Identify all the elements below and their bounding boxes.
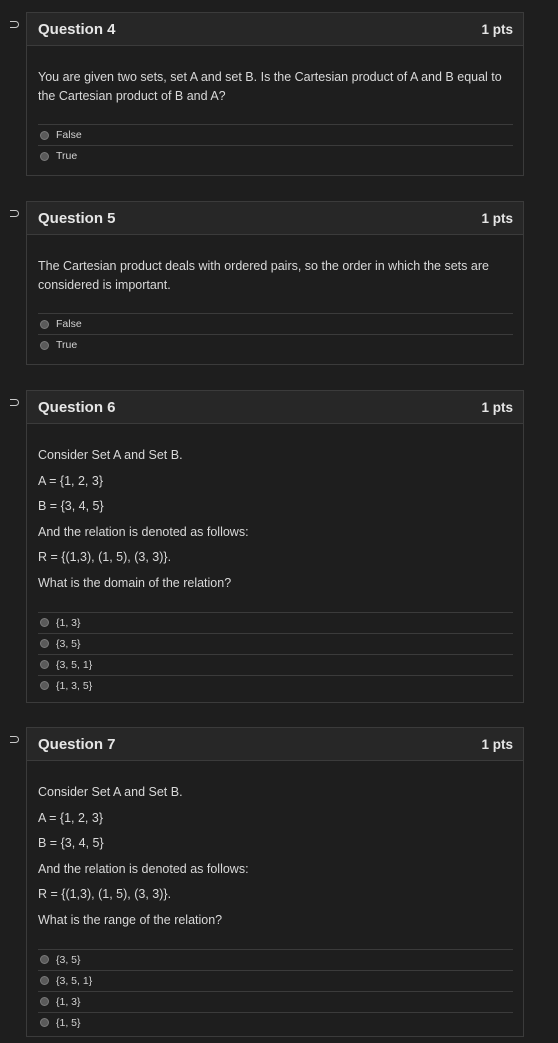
question-line: B = {3, 4, 5} (38, 836, 104, 850)
answer-option[interactable] (38, 1013, 513, 1033)
answer-label: {1, 3, 5} (56, 679, 93, 692)
radio-icon[interactable] (40, 320, 49, 329)
question-title: Question 5 (38, 209, 116, 227)
radio-icon[interactable] (40, 660, 49, 669)
question-6 (26, 390, 524, 703)
question-line: And the relation is denoted as follows: (38, 524, 249, 539)
answer-list (38, 612, 513, 696)
question-header (27, 728, 523, 761)
question-line: What is the domain of the relation? (38, 575, 232, 590)
answer-option[interactable] (38, 125, 513, 146)
answer-label: {3, 5, 1} (56, 658, 93, 671)
question-points: 1 pts (481, 399, 513, 415)
question-line: Consider Set A and Set B. (38, 448, 183, 462)
question-line: R = {(1,3), (1, 5), (3, 3)}. (38, 887, 172, 901)
question-line: What is the range of the relation? (38, 912, 223, 927)
answer-label: {3, 5} (56, 953, 81, 966)
question-line: Consider Set A and Set B. (38, 785, 183, 799)
question-line: B = {3, 4, 5} (38, 499, 104, 513)
radio-icon[interactable] (40, 152, 49, 161)
answer-label: {1, 3} (56, 995, 81, 1008)
question-text: The Cartesian product deals with ordered pairs, so the order in which the sets are considered is important. (38, 259, 489, 292)
radio-icon[interactable] (40, 618, 49, 627)
radio-icon[interactable] (40, 976, 49, 985)
question-header (27, 391, 523, 424)
question-line: R = {(1,3), (1, 5), (3, 3)}. (38, 550, 172, 564)
answer-option[interactable] (38, 992, 513, 1013)
answer-option[interactable] (38, 971, 513, 992)
answer-label: {1, 3} (56, 616, 81, 629)
answer-option[interactable] (38, 314, 513, 335)
answer-label: False (56, 318, 82, 330)
answer-option[interactable] (38, 335, 513, 355)
bookmark-icon[interactable] (10, 399, 19, 406)
answer-label: False (56, 129, 82, 141)
answer-option[interactable] (38, 634, 513, 655)
answer-label: {3, 5, 1} (56, 974, 93, 987)
radio-icon[interactable] (40, 1018, 49, 1027)
question-5 (26, 201, 524, 365)
question-7 (26, 727, 524, 1037)
question-points: 1 pts (481, 736, 513, 752)
question-line: And the relation is denoted as follows: (38, 861, 249, 876)
answer-option[interactable] (38, 655, 513, 676)
question-points: 1 pts (481, 21, 513, 37)
question-title: Question 7 (38, 735, 116, 753)
answer-label: {1, 5} (56, 1016, 81, 1029)
question-title: Question 4 (38, 20, 116, 38)
answer-option[interactable] (38, 950, 513, 971)
bookmark-icon[interactable] (10, 736, 19, 743)
answer-option[interactable] (38, 676, 513, 696)
answer-label: True (56, 150, 78, 162)
question-points: 1 pts (481, 210, 513, 226)
answer-option[interactable] (38, 613, 513, 634)
radio-icon[interactable] (40, 639, 49, 648)
radio-icon[interactable] (40, 131, 49, 140)
answer-list (38, 949, 513, 1033)
question-4 (26, 12, 524, 176)
answer-list (38, 313, 513, 355)
radio-icon[interactable] (40, 681, 49, 690)
answer-label: {3, 5} (56, 637, 81, 650)
question-header (27, 13, 523, 46)
radio-icon[interactable] (40, 955, 49, 964)
question-title: Question 6 (38, 398, 116, 416)
question-line: A = {1, 2, 3} (38, 473, 103, 488)
answer-list (38, 124, 513, 166)
answer-label: True (56, 339, 78, 351)
question-line: A = {1, 2, 3} (38, 810, 103, 825)
radio-icon[interactable] (40, 341, 49, 350)
bookmark-icon[interactable] (10, 21, 19, 28)
answer-option[interactable] (38, 146, 513, 166)
radio-icon[interactable] (40, 997, 49, 1006)
bookmark-icon[interactable] (10, 210, 19, 217)
question-text: You are given two sets, set A and set B. Is the Cartesian product of A and B equal to the Cartesian product of B and A? (38, 70, 502, 103)
question-header (27, 202, 523, 235)
